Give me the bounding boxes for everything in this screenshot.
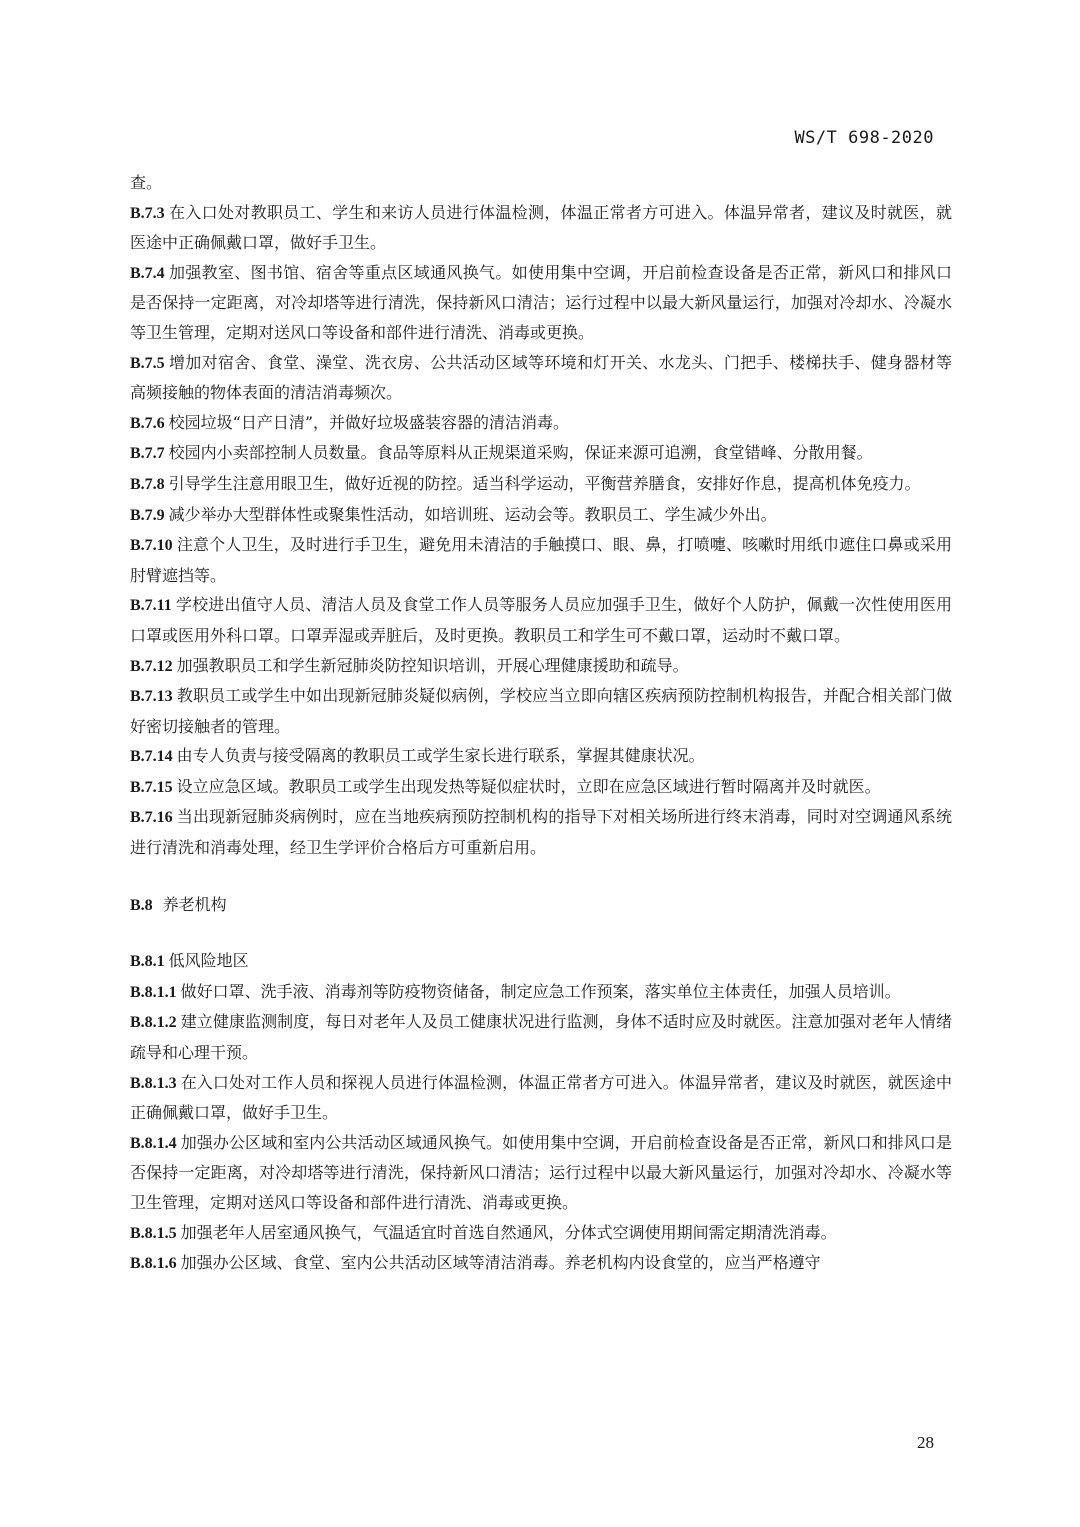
clause-text: 由专人负责与接受隔离的教职员工或学生家长进行联系，掌握其健康状况。 xyxy=(176,746,705,766)
clause-text: 减少举办大型群体性或聚集性活动，如培训班、运动会等。教职员工、学生减少外出。 xyxy=(168,504,777,524)
clause-b-7-4 xyxy=(130,258,952,348)
clause-text: 加强教职员工和学生新冠肺炎防控知识培训，开展心理健康援助和疏导。 xyxy=(176,655,689,675)
clause-text: 建立健康监测制度，每日对老年人及员工健康状况进行监测，身体不适时应及时就医。注意加强对老年人情绪疏导和心理干预。 xyxy=(130,1012,952,1063)
clause-text: 在入口处对教职员工、学生和来访人员进行体温检测，体温正常者方可进入。体温异常者，建议及时就医，就医途中正确佩戴口罩，做好手卫生。 xyxy=(130,202,952,253)
clause-b-7-3 xyxy=(130,198,952,258)
subsection-heading-b-8-1 xyxy=(130,946,952,977)
clause-number: B.7.14 xyxy=(130,748,173,766)
clause-text: 加强老年人居室通风换气，气温适宜时首选自然通风，分体式空调使用期间需定期清洗消毒。 xyxy=(180,1222,837,1242)
clause-b-8-1-1 xyxy=(130,977,952,1008)
clause-text: 做好口罩、洗手液、消毒剂等防疫物资储备，制定应急工作预案，落实单位主体责任，加强人员培训。 xyxy=(180,981,901,1001)
paragraph-continuation xyxy=(130,168,952,198)
clause-number: B.8.1.2 xyxy=(130,1014,177,1032)
clause-number: B.8.1.1 xyxy=(130,983,177,1001)
clause-text: 校园内小卖部控制人员数量。食品等原料从正规渠道采购，保证来源可追溯，食堂错峰、分散用餐。 xyxy=(168,443,873,463)
page-number: 28 xyxy=(917,1433,934,1452)
clause-b-7-11 xyxy=(130,590,952,650)
clause-b-7-16 xyxy=(130,802,952,862)
clause-number: B.7.13 xyxy=(130,688,173,706)
clause-text: 在入口处对工作人员和探视人员进行体温检测，体温正常者方可进入。体温异常者，建议及时就医，就医途中正确佩戴口罩，做好手卫生。 xyxy=(130,1072,952,1123)
clause-b-8-1-2 xyxy=(130,1007,952,1067)
section-title: 养老机构 xyxy=(162,894,227,914)
document-body xyxy=(130,168,952,1279)
clause-text: 当出现新冠肺炎病例时，应在当地疾病预防控制机构的指导下对相关场所进行终末消毒，同时对空调通风系统进行清洗和消毒处理，经卫生学评价合格后方可重新启用。 xyxy=(130,807,952,858)
clause-b-7-6 xyxy=(130,408,952,439)
clause-number: B.7.11 xyxy=(130,597,172,615)
clause-b-7-12 xyxy=(130,651,952,682)
clause-text: 引导学生注意用眼卫生，做好近视的防控。适当科学运动，平衡营养膳食，安排好作息，提高机体免疫力。 xyxy=(168,473,921,493)
clause-text: 增加对宿舍、食堂、澡堂、洗衣房、公共活动区域等环境和灯开关、水龙头、门把手、楼梯扶手、健身器材等高频接触的物体表面的清洁消毒频次。 xyxy=(130,352,952,403)
clause-number: B.7.9 xyxy=(130,506,165,524)
clause-number: B.8.1.4 xyxy=(130,1134,177,1152)
clause-text: 教职员工或学生中如出现新冠肺炎疑似病例，学校应当立即向辖区疾病预防控制机构报告，并配合相关部门做好密切接触者的管理。 xyxy=(130,686,952,736)
paragraph-text: 查。 xyxy=(130,173,163,192)
clause-b-7-7 xyxy=(130,438,952,469)
clause-number: B.7.4 xyxy=(130,264,165,282)
clause-b-8-1-5 xyxy=(130,1218,952,1249)
clause-text: 学校进出值守人员、清洁人员及食堂工作人员等服务人员应加强手卫生，做好个人防护，佩戴一次性使用医用口罩或医用外科口罩。口罩弄湿或弄脏后，及时更换。教职员工和学生可不戴口罩，运动时不戴口罩。 xyxy=(130,595,952,645)
clause-number: B.7.6 xyxy=(130,414,165,432)
clause-text: 加强教室、图书馆、宿舍等重点区域通风换气。如使用集中空调，开启前检查设备是否正常，新风口和排风口是否保持一定距离，对冷却塔等进行清洗，保持新风口清洁；运行过程中以最大新风量运行，加强对冷却水、冷凝水等卫生管理，定期对送风口等设备和部件进行清洗、消毒或更换。 xyxy=(130,262,952,342)
clause-b-7-10 xyxy=(130,530,952,590)
clause-number: B.8.1.5 xyxy=(130,1224,177,1242)
clause-number: B.7.8 xyxy=(130,475,165,493)
section-heading-b-8 xyxy=(130,890,952,921)
clause-number: B.8.1.3 xyxy=(130,1074,177,1092)
clause-b-8-1-6 xyxy=(130,1248,952,1279)
clause-number: B.7.12 xyxy=(130,657,173,675)
clause-number: B.7.15 xyxy=(130,778,173,796)
clause-number: B.8.1.6 xyxy=(130,1255,177,1273)
clause-number: B.7.3 xyxy=(130,204,165,222)
clause-number: B.7.5 xyxy=(130,354,165,372)
clause-b-7-14 xyxy=(130,741,952,772)
clause-number: B.7.10 xyxy=(130,537,173,555)
clause-b-8-1-4 xyxy=(130,1128,952,1218)
clause-text: 校园垃圾“日产日清”，并做好垃圾盛装容器的清洁消毒。 xyxy=(168,412,570,432)
section-number: B.8 xyxy=(130,896,153,914)
standard-code: WS/T 698-2020 xyxy=(794,128,934,148)
clause-b-7-13 xyxy=(130,681,952,741)
clause-b-7-15 xyxy=(130,772,952,803)
clause-text: 注意个人卫生，及时进行手卫生，避免用未清洁的手触摸口、眼、鼻，打喷嚏、咳嗽时用纸巾遮住口鼻或采用肘臂遮挡等。 xyxy=(130,535,952,585)
clause-number: B.7.16 xyxy=(130,809,173,827)
clause-b-7-9 xyxy=(130,500,952,531)
clause-text: 设立应急区域。教职员工或学生出现发热等疑似症状时，立即在应急区域进行暂时隔离并及时就医。 xyxy=(176,776,881,796)
subsection-number: B.8.1 xyxy=(130,953,165,971)
clause-number: B.7.7 xyxy=(130,445,165,463)
clause-text: 加强办公区域和室内公共活动区域通风换气。如使用集中空调，开启前检查设备是否正常，新风口和排风口是否保持一定距离，对冷却塔等进行清洗，保持新风口清洁；运行过程中以最大新风量运行，加强对冷却水、冷凝水等卫生管理，定期对送风口等设备和部件进行清洗、消毒或更换。 xyxy=(130,1132,952,1212)
clause-b-7-8 xyxy=(130,469,952,500)
clause-b-8-1-3 xyxy=(130,1068,952,1128)
clause-b-7-5 xyxy=(130,348,952,408)
clause-text: 加强办公区域、食堂、室内公共活动区域等清洁消毒。养老机构内设食堂的，应当严格遵守 xyxy=(180,1253,821,1273)
subsection-title: 低风险地区 xyxy=(168,951,249,971)
